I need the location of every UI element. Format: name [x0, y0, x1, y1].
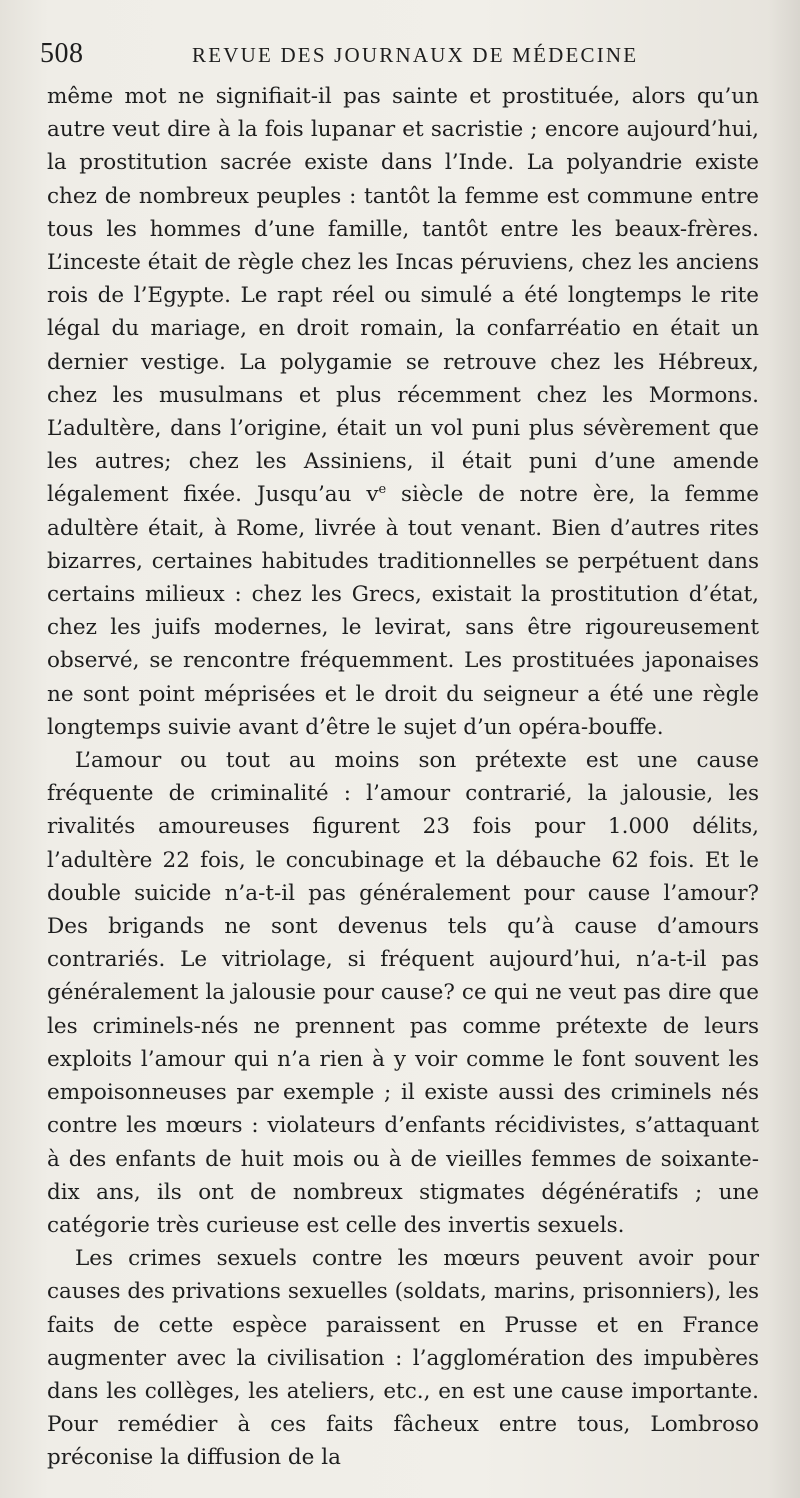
paragraph-3: Les crimes sexuels contre les mœurs peuvent avoir pour causes des privations sexuelles (soldats, marins, prisonniers), les faits de cette espèce paraissent en Prusse et en France augmenter avec la civilisation : l’agglomération des impubères dans les collèges, les ateliers, etc., en est une cause importante. Pour remédier à ces faits fâcheux entre tous, Lombroso préconise la diffusion de la: [47, 1246, 759, 1471]
century-numeral: v: [366, 482, 379, 508]
page-number: 508: [40, 38, 84, 69]
body-text: [47, 80, 759, 1475]
running-head: [40, 38, 760, 74]
paragraph-1-text-continued: siècle de notre ère, la femme adultère était, à Rome, livrée à tout venant. Bien d’autres rites bizarres, certaines habitudes traditionnelles se perpétuent dans certains milieux : chez les Grecs, existait la prostitution d’état, chez les juifs modernes, le levirat, sans être rigoureusement observé, se rencontre fréquemment. Les prostituées japonaises ne sont point méprisées et le droit du seigneur a été une règle longtemps suivie avant d’être le sujet d’un opéra-bouffe.: [47, 482, 759, 740]
paragraph-2: L’amour ou tout au moins son prétexte est une cause fréquente de criminalité : l’amour contrarié, la jalousie, les rivalités amoureuses figurent 23 fois pour 1.000 délits, l’adultère 22 fois, le concubinage et la débauche 62 fois. Et le double suicide n’a-t-il pas généralement pour cause l’amour? Des brigands ne sont devenus tels qu’à cause d’amours contrariés. Le vitriolage, si fréquent aujourd’hui, n’a-t-il pas généralement la jalousie pour cause? ce qui ne veut pas dire que les criminels-nés ne prennent pas comme prétexte de leurs exploits l’amour qui n’a rien à y voir comme le font souvent les empoisonneuses par exemple ; il existe aussi des criminels nés contre les mœurs : violateurs d’enfants récidivistes, s’attaquant à des enfants de huit mois ou à de vieilles femmes de soixante-dix ans, ils ont de nombreux stigmates dégénératifs ; une catégorie très curieuse est celle des invertis sexuels.: [47, 748, 759, 1238]
paragraph-1: [47, 80, 759, 744]
century-superscript: e: [378, 482, 387, 498]
paragraph-1-text: même mot ne signifiait-il pas sainte et prostituée, alors qu’un autre veut dire à la fois lupanar et sacristie ; encore aujourd’hui, la prostitution sacrée existe dans l’Inde. La polyandrie existe chez de nombreux peuples : tantôt la femme est commune entre tous les hommes d’une famille, tantôt entre les beaux-frères. L’inceste était de règle chez les Incas péruviens, chez les anciens rois de l’Egypte. Le rapt réel ou simulé a été longtemps le rite légal du mariage, en droit romain, la confarréatio en était un dernier vestige. La polygamie se retrouve chez les Hébreux, chez les musulmans et plus récemment chez les Mormons. L’adultère, dans l’origine, était un vol puni plus sévèrement que les autres; chez les Assiniens, il était puni d’une amende légalement fixée. Jusqu’au: [47, 84, 759, 508]
journal-title: REVUE DES JOURNAUX DE MÉDECINE: [192, 43, 639, 67]
